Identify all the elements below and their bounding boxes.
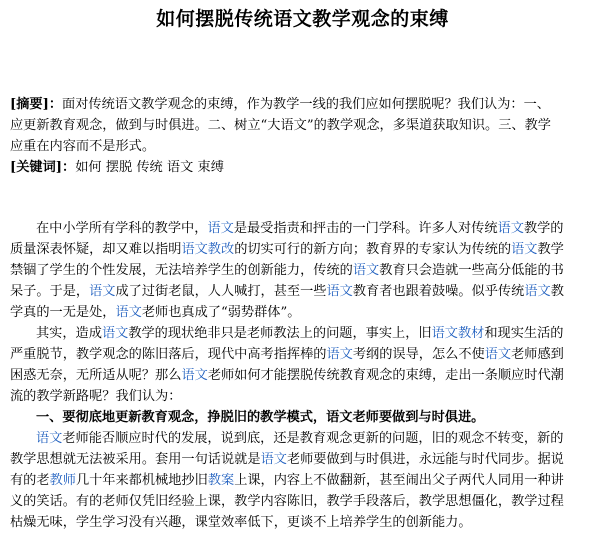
keyword-link[interactable]: 语文: [511, 242, 538, 257]
p3-line-5-partial: 枯燥无味，学生学习没有兴趣，课堂效率低下，更谈不上培养学生的创新能力。: [10, 515, 472, 530]
keywords-label: [关键词]：: [10, 160, 76, 175]
document-title: 如何摆脱传统语文教学观念的束缚: [156, 8, 449, 30]
text-run: 老师感到: [511, 347, 564, 362]
body-section: [10, 218, 602, 530]
p1-line-5: [10, 302, 602, 323]
text-run: 老师要做到与时俱进，永远能与时代同步。据说: [286, 452, 564, 467]
keyword-link[interactable]: 语文: [89, 284, 116, 299]
keyword-link[interactable]: 语文: [36, 431, 63, 446]
p2-line-2: [10, 344, 602, 365]
keyword-link[interactable]: 语文: [524, 284, 551, 299]
text-run: 严重脱节，教学观念的陈旧落后，现代中高考指挥棒的: [10, 347, 327, 362]
keyword-link[interactable]: 语文: [260, 452, 287, 467]
p1-line-4: [10, 281, 602, 302]
text-run: 成了过街老鼠，人人喊打，甚至一些: [115, 284, 327, 299]
p3-line-4: 义的笑话。有的老师仅凭旧经验上课，教学内容陈旧，教学手段落后，教学思想僵化，教学过程: [10, 494, 564, 509]
keywords-text: 如何 摆脱 传统 语文 束缚: [75, 160, 224, 175]
keyword-link[interactable]: 语文: [352, 263, 380, 278]
abstract-line-3: 应重在内容而不是形式。: [10, 139, 156, 154]
abstract-line-2: 应更新教育观念，做到与时俱进。二、树立“大语文”的教学观念，多渠道获取知识。三、教学: [10, 118, 551, 133]
abstract-label: [摘要]：: [10, 97, 63, 112]
keyword-link[interactable]: 语文: [326, 284, 353, 299]
text-run: 呆子。于是，: [10, 284, 90, 299]
text-run: 几十年来都机械地抄旧: [75, 473, 208, 488]
text-run: 教: [550, 284, 564, 299]
keyword-link[interactable]: 语文: [207, 221, 234, 236]
abstract-text-1: 面对传统语文教学观念的束缚，作为教学一线的我们应如何摆脱呢？我们认为：一、: [62, 97, 550, 112]
abstract-section: [10, 94, 602, 178]
p3-line-2: [10, 449, 602, 470]
keyword-link[interactable]: 教案: [207, 473, 235, 488]
p2-line-1: [10, 323, 602, 344]
keyword-link[interactable]: 语文: [484, 347, 512, 362]
text-run: 上课，内容上不做翻新，甚至闹出父子两代人同用一种讲: [234, 473, 564, 488]
text-run: 教学: [537, 242, 564, 257]
text-run: 的切实可行的新方向；教育界的专家认为传统的: [234, 242, 512, 257]
text-run: 教育只会造就一些高分低能的书: [379, 263, 564, 278]
p3-line-1: [10, 428, 602, 449]
keyword-link[interactable]: 语文: [497, 221, 524, 236]
text-run: 困惑无奈，无所适从呢？那么: [10, 368, 182, 383]
p1-line-3: [10, 260, 602, 281]
keyword-link[interactable]: 语文教改: [181, 242, 235, 257]
p1-line-1: [10, 218, 602, 239]
text-run: 教学思想就无法被采用。套用一句话说就是: [10, 452, 261, 467]
keyword-link[interactable]: 语文: [115, 305, 142, 320]
text-run: 是最受指责和抨击的一门学科。许多人对传统: [233, 221, 498, 236]
text-run: 其实，造成: [36, 326, 102, 341]
keyword-link[interactable]: 教师: [49, 473, 76, 488]
text-run: 有的老: [10, 473, 50, 488]
text-run: 考纲的误导，怎么不使: [352, 347, 485, 362]
text-run: 老师能否顺应时代的发展，说到底，还是教育观念更新的问题，旧的观念不转变，新的: [62, 431, 564, 446]
section-heading-1: 一、要彻底地更新教育观念，挣脱旧的教学模式，语文老师要做到与时俱进。: [36, 410, 485, 425]
text-run: 老师如何才能摆脱传统教育观念的束缚，走出一条顺应时代潮: [207, 368, 564, 383]
keywords-line: [10, 157, 602, 178]
text-run: 教学的: [523, 221, 564, 236]
text-run: 学真的一无是处，: [10, 305, 116, 320]
p2-line-3: [10, 365, 602, 386]
p1-line-2: [10, 239, 602, 260]
text-run: 老师也真成了“弱势群体”。: [141, 305, 301, 320]
keyword-link[interactable]: 语文: [181, 368, 208, 383]
text-run: 禁锢了学生的个性发展，无法培养学生的创新能力，传统的: [10, 263, 353, 278]
text-run: 在中小学所有学科的教学中，: [36, 221, 208, 236]
keyword-link[interactable]: 语文教材: [431, 326, 485, 341]
p3-line-3: [10, 470, 602, 491]
abstract-line-1: [10, 94, 602, 115]
text-run: 教学的现状绝非只是老师教法上的问题，事实上，旧: [128, 326, 432, 341]
text-run: 教育者也跟着鼓噪。似乎传统: [352, 284, 525, 299]
keyword-link[interactable]: 语文: [326, 347, 353, 362]
p2-line-4: 流的教学新路呢？我们认为：: [10, 389, 182, 404]
text-run: 和现实生活的: [484, 326, 564, 341]
keyword-link[interactable]: 语文: [101, 326, 129, 341]
text-run: 质量深表怀疑，却又难以指明: [10, 242, 182, 257]
